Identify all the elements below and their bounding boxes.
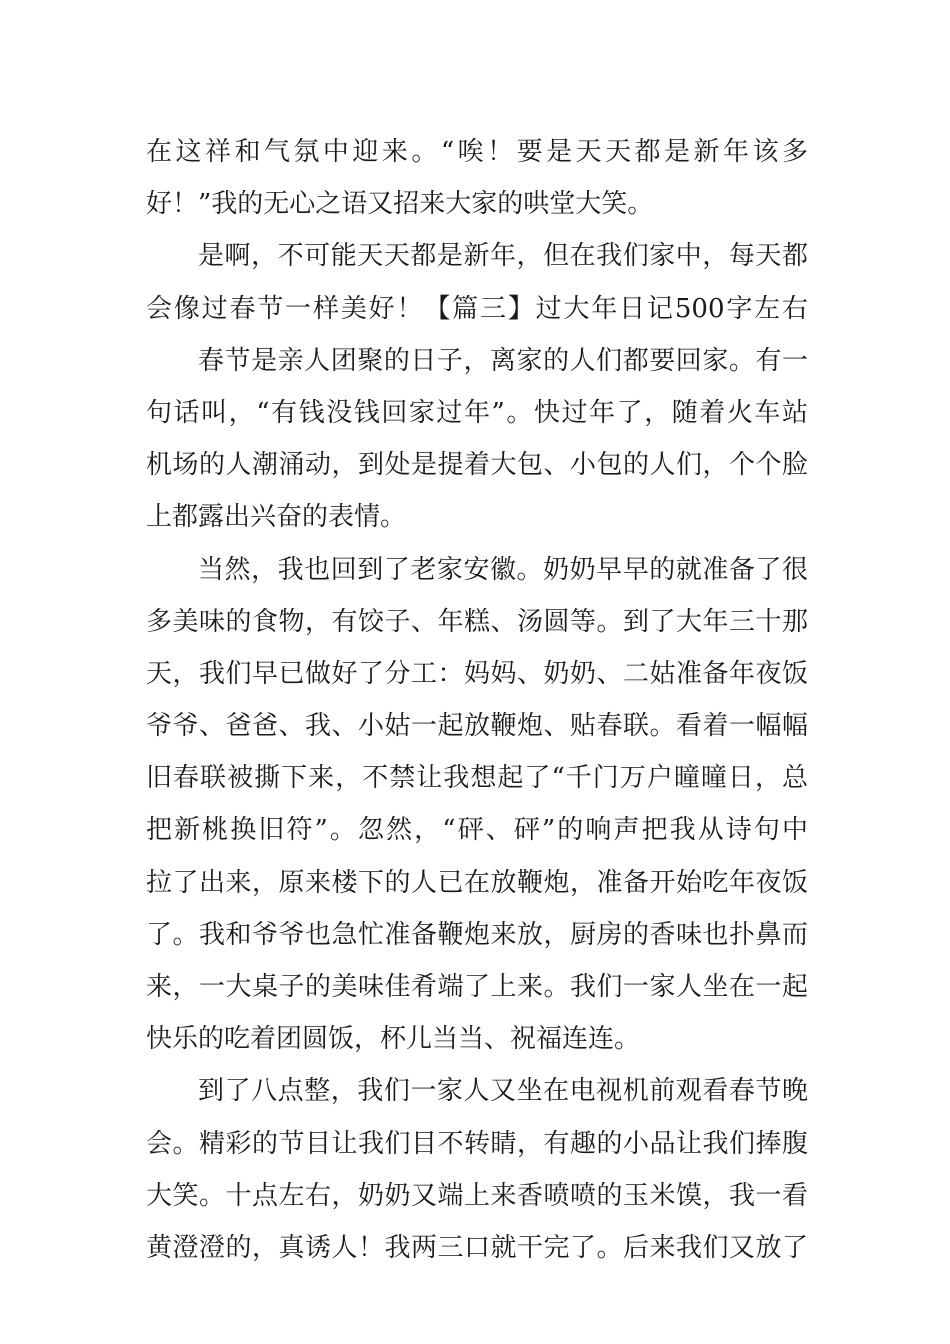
text-line: 当然，我也回到了老家安徽。奶奶早早的就准备了很: [198, 554, 808, 585]
text-line: 上都露出兴奋的表情。: [146, 502, 407, 533]
text-line: 黄澄澄的，真诱人！我两三口就干完了。后来我们又放了: [146, 1232, 808, 1263]
text-line: 把新桃换旧符”。忽然，“砰、砰”的响声把我从诗句中: [146, 815, 808, 846]
text-line: 会像过春节一样美好！【篇三】过大年日记500字左右: [146, 293, 808, 324]
text-line: 天，我们早已做好了分工：妈妈、奶奶、二姑准备年夜饭: [146, 658, 808, 689]
text-line: 机场的人潮涌动，到处是提着大包、小包的人们，个个脸: [146, 450, 808, 481]
text-line: 多美味的食物，有饺子、年糕、汤圆等。到了大年三十那: [146, 606, 808, 637]
text-line: 好！”我的无心之语又招来大家的哄堂大笑。: [146, 189, 654, 220]
text-line: 拉了出来，原来楼下的人已在放鞭炮，准备开始吃年夜饭: [146, 867, 808, 898]
text-line: 是啊，不可能天天都是新年，但在我们家中，每天都: [198, 241, 808, 272]
text-line: 春节是亲人团聚的日子，离家的人们都要回家。有一: [198, 345, 808, 376]
text-line: 了。我和爷爷也急忙准备鞭炮来放，厨房的香味也扑鼻而: [146, 919, 808, 950]
text-line: 大笑。十点左右，奶奶又端上来香喷喷的玉米馍，我一看: [146, 1180, 808, 1211]
text-line: 句话叫，“有钱没钱回家过年”。快过年了，随着火车站: [146, 397, 808, 428]
text-line: 会。精彩的节目让我们目不转睛，有趣的小品让我们捧腹: [146, 1128, 808, 1159]
text-line: 爷爷、爸爸、我、小姑一起放鞭炮、贴春联。看着一幅幅: [146, 711, 808, 742]
text-line: 来，一大桌子的美味佳肴端了上来。我们一家人坐在一起: [146, 972, 808, 1002]
document-body: [146, 126, 808, 1274]
text-line: 到了八点整，我们一家人又坐在电视机前观看春节晚: [198, 1076, 808, 1107]
text-line: 旧春联被撕下来，不禁让我想起了“千门万户曈曈日，总: [146, 763, 808, 794]
text-line: 在这祥和气氛中迎来。“唉！要是天天都是新年该多: [146, 137, 808, 167]
text-line: 快乐的吃着团圆饭，杯儿当当、祝福连连。: [146, 1024, 641, 1055]
